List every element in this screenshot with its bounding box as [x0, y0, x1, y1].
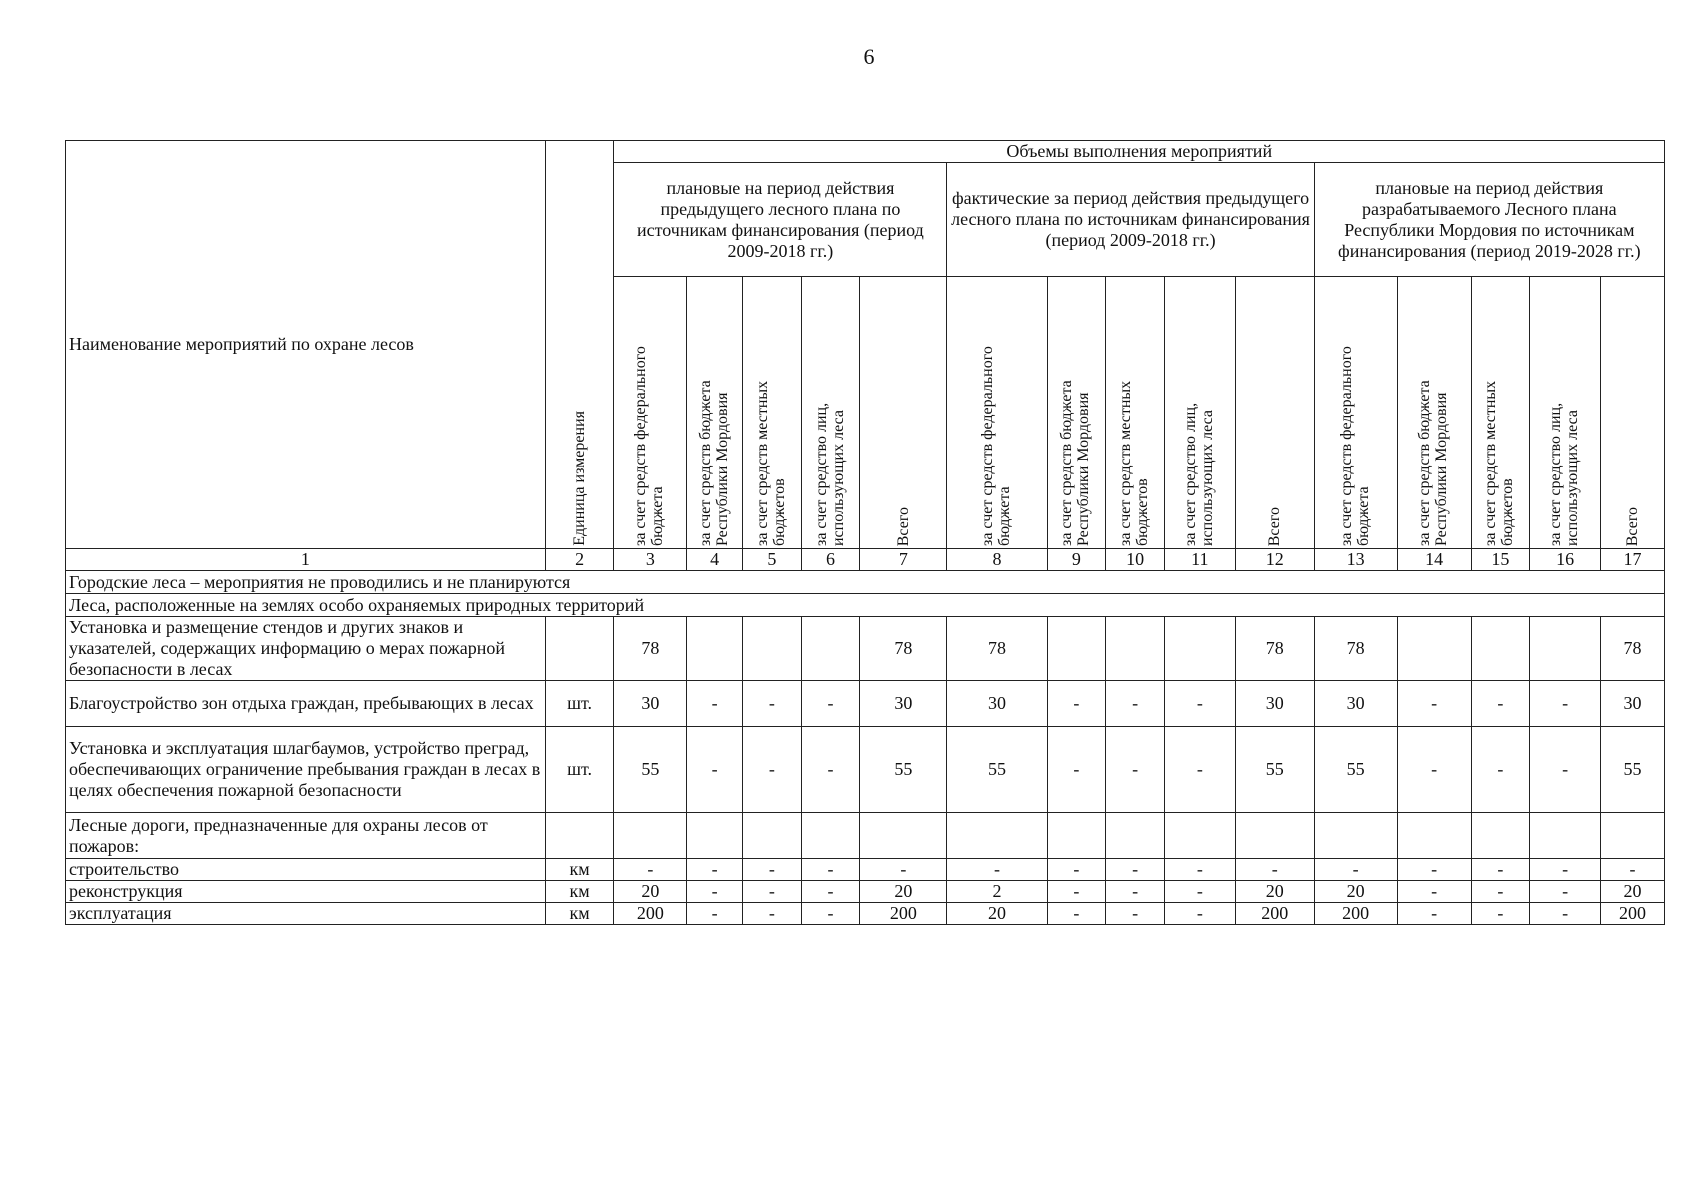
row-value [1471, 813, 1530, 859]
column-number: 11 [1164, 549, 1235, 571]
row-value [1106, 813, 1165, 859]
row-value [687, 813, 743, 859]
row-value: 30 [947, 681, 1047, 727]
row-value: - [1471, 727, 1530, 813]
row-value: - [801, 881, 860, 903]
subheader-total: Всего [1601, 277, 1665, 549]
row-value: - [1397, 881, 1471, 903]
column-number: 2 [545, 549, 614, 571]
row-name: строительство [66, 859, 546, 881]
row-value: 78 [1235, 617, 1314, 681]
row-value: - [1164, 727, 1235, 813]
row-name: Установка и эксплуатация шлагбаумов, устройство преград, обеспечивающих ограничение пребывания граждан в лесах в целях обеспечения пожарной безопасности [66, 727, 546, 813]
section-urban-forests: Городские леса – мероприятия не проводились и не планируются [66, 571, 1665, 594]
row-value [1530, 813, 1601, 859]
table-row [66, 813, 1665, 859]
column-number: 9 [1047, 549, 1106, 571]
row-value [687, 617, 743, 681]
row-value: 20 [860, 881, 947, 903]
table-row [66, 681, 1665, 727]
row-value [1164, 813, 1235, 859]
row-value: - [1047, 881, 1106, 903]
column-number: 8 [947, 549, 1047, 571]
subheader-republic: за счет средств бюджета Республики Мордовия [687, 277, 743, 549]
row-value: 200 [860, 903, 947, 925]
column-number: 1 [66, 549, 546, 571]
table-row [66, 617, 1665, 681]
row-value: - [1397, 727, 1471, 813]
row-value [1601, 813, 1665, 859]
row-value [1314, 813, 1397, 859]
row-value: - [801, 859, 860, 881]
row-value: - [687, 881, 743, 903]
row-value: 78 [1601, 617, 1665, 681]
column-number: 6 [801, 549, 860, 571]
subheader-users: за счет средство лиц, использующих леса [1530, 277, 1601, 549]
table-row [66, 727, 1665, 813]
row-value [1106, 617, 1165, 681]
row-value: - [1047, 727, 1106, 813]
row-value [742, 813, 801, 859]
row-name: Установка и размещение стендов и других знаков и указателей, содержащих информацию о мерах пожарной безопасности в лесах [66, 617, 546, 681]
row-value: 30 [1235, 681, 1314, 727]
row-name: Лесные дороги, предназначенные для охраны лесов от пожаров: [66, 813, 546, 859]
row-value: - [1471, 881, 1530, 903]
row-value: - [742, 727, 801, 813]
row-value: 55 [1235, 727, 1314, 813]
forest-protection-table [65, 140, 1665, 925]
row-value: 30 [1314, 681, 1397, 727]
row-value: - [801, 681, 860, 727]
row-value: - [687, 903, 743, 925]
subheader-total: Всего [1235, 277, 1314, 549]
row-unit: шт. [545, 681, 614, 727]
row-value [1047, 617, 1106, 681]
row-value: 78 [614, 617, 687, 681]
subheader-local: за счет средств местных бюджетов [1106, 277, 1165, 549]
row-value [947, 813, 1047, 859]
row-value: 30 [860, 681, 947, 727]
row-unit: км [545, 903, 614, 925]
row-value: 55 [1314, 727, 1397, 813]
row-value: - [1047, 859, 1106, 881]
row-value [860, 813, 947, 859]
table-row [66, 881, 1665, 903]
row-value: - [801, 727, 860, 813]
row-value: 200 [614, 903, 687, 925]
row-value: - [1471, 681, 1530, 727]
row-unit [545, 813, 614, 859]
row-value: - [1106, 881, 1165, 903]
row-value: 200 [1235, 903, 1314, 925]
row-value: - [1397, 681, 1471, 727]
row-value: - [1106, 681, 1165, 727]
row-value: - [1471, 859, 1530, 881]
row-unit: км [545, 881, 614, 903]
column-number: 3 [614, 549, 687, 571]
column-number: 12 [1235, 549, 1314, 571]
header-group-actual-prev: фактические за период действия предыдущего лесного плана по источникам финансирования (период 2009-2018 гг.) [947, 163, 1314, 277]
row-value: 2 [947, 881, 1047, 903]
row-value: - [1530, 727, 1601, 813]
row-value: 20 [947, 903, 1047, 925]
row-value: - [687, 859, 743, 881]
row-value [1397, 813, 1471, 859]
subheader-users: за счет средство лиц, использующих леса [1164, 277, 1235, 549]
row-value: - [1471, 903, 1530, 925]
row-unit: шт. [545, 727, 614, 813]
row-value [1471, 617, 1530, 681]
row-value: - [1530, 859, 1601, 881]
column-number: 16 [1530, 549, 1601, 571]
row-value: - [1106, 727, 1165, 813]
subheader-total: Всего [860, 277, 947, 549]
subheader-users: за счет средство лиц, использующих леса [801, 277, 860, 549]
column-number: 15 [1471, 549, 1530, 571]
row-value [801, 617, 860, 681]
row-value: - [1047, 681, 1106, 727]
row-value: 200 [1314, 903, 1397, 925]
row-value: 55 [614, 727, 687, 813]
row-value: 20 [1314, 881, 1397, 903]
row-value: 30 [1601, 681, 1665, 727]
row-value: - [947, 859, 1047, 881]
row-value: - [687, 681, 743, 727]
row-value: 78 [947, 617, 1047, 681]
row-name: Благоустройство зон отдыха граждан, пребывающих в лесах [66, 681, 546, 727]
row-value [614, 813, 687, 859]
subheader-local: за счет средств местных бюджетов [742, 277, 801, 549]
row-value: - [1164, 681, 1235, 727]
row-value: 30 [614, 681, 687, 727]
row-value: 20 [1601, 881, 1665, 903]
row-value: 55 [947, 727, 1047, 813]
page-number: 6 [863, 44, 875, 69]
subheader-federal: за счет средств федерального бюджета [1314, 277, 1397, 549]
row-value: - [801, 903, 860, 925]
row-value: - [1397, 903, 1471, 925]
row-value: - [742, 681, 801, 727]
row-value: - [1530, 681, 1601, 727]
row-value [1047, 813, 1106, 859]
row-value: - [1601, 859, 1665, 881]
row-unit: км [545, 859, 614, 881]
row-value: 78 [860, 617, 947, 681]
header-volumes: Объемы выполнения мероприятий [614, 141, 1665, 163]
column-number: 14 [1397, 549, 1471, 571]
row-value: - [742, 903, 801, 925]
row-value: - [687, 727, 743, 813]
row-value: 200 [1601, 903, 1665, 925]
row-value: - [1164, 903, 1235, 925]
row-value [742, 617, 801, 681]
subheader-federal: за счет средств федерального бюджета [947, 277, 1047, 549]
row-value: - [1047, 903, 1106, 925]
row-value: 55 [1601, 727, 1665, 813]
row-value [1530, 617, 1601, 681]
column-number: 13 [1314, 549, 1397, 571]
header-unit-column [545, 141, 614, 549]
row-name: реконструкция [66, 881, 546, 903]
row-value: - [742, 859, 801, 881]
row-value [1235, 813, 1314, 859]
subheader-local: за счет средств местных бюджетов [1471, 277, 1530, 549]
column-numbers-row [66, 549, 1665, 571]
row-value: - [1235, 859, 1314, 881]
section-protected-areas: Леса, расположенные на землях особо охраняемых природных территорий [66, 594, 1665, 617]
header-group-planned-prev: плановые на период действия предыдущего лесного плана по источникам финансирования (период 2009-2018 гг.) [614, 163, 947, 277]
row-unit [545, 617, 614, 681]
row-value: 55 [860, 727, 947, 813]
column-number: 7 [860, 549, 947, 571]
subheader-republic: за счет средств бюджета Республики Мордовия [1397, 277, 1471, 549]
column-number: 10 [1106, 549, 1165, 571]
row-value: - [742, 881, 801, 903]
row-name: эксплуатация [66, 903, 546, 925]
row-value [801, 813, 860, 859]
row-value [1397, 617, 1471, 681]
row-value: - [860, 859, 947, 881]
row-value: - [614, 859, 687, 881]
row-value: - [1314, 859, 1397, 881]
row-value: - [1530, 881, 1601, 903]
table-row [66, 859, 1665, 881]
header-name-column: Наименование мероприятий по охране лесов [66, 141, 546, 549]
column-number: 17 [1601, 549, 1665, 571]
row-value: - [1164, 881, 1235, 903]
column-number: 4 [687, 549, 743, 571]
row-value [1164, 617, 1235, 681]
row-value: - [1530, 903, 1601, 925]
subheader-federal: за счет средств федерального бюджета [614, 277, 687, 549]
row-value: 78 [1314, 617, 1397, 681]
row-value: - [1397, 859, 1471, 881]
row-value: - [1164, 859, 1235, 881]
header-group-planned-new: плановые на период действия разрабатываемого Лесного плана Республики Мордовия по источникам финансирования (период 2019-2028 гг.) [1314, 163, 1664, 277]
row-value: - [1106, 859, 1165, 881]
row-value: 20 [614, 881, 687, 903]
row-value: 20 [1235, 881, 1314, 903]
header-unit-label: Единица измерения [571, 411, 589, 546]
column-number: 5 [742, 549, 801, 571]
row-value: - [1106, 903, 1165, 925]
table-row [66, 903, 1665, 925]
subheader-republic: за счет средств бюджета Республики Мордовия [1047, 277, 1106, 549]
